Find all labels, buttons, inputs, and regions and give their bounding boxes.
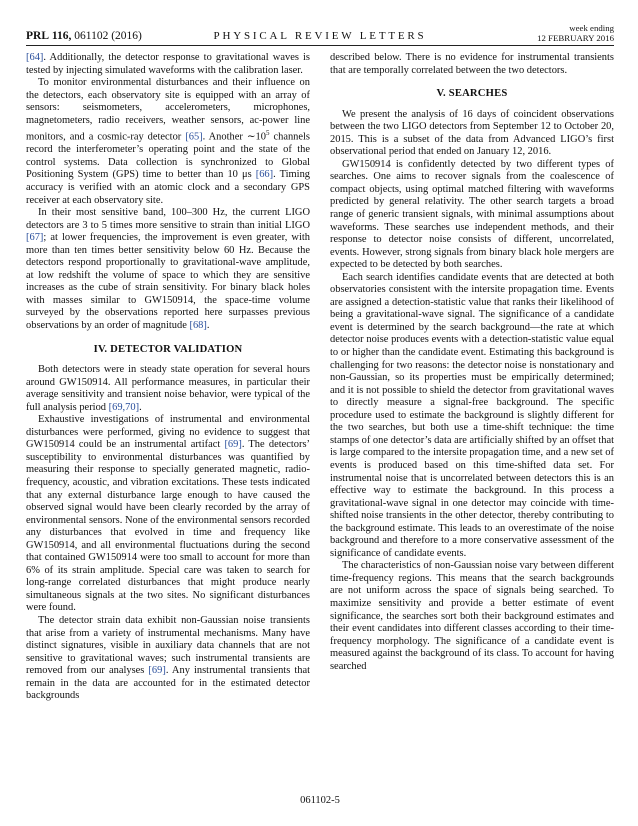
section-heading: V. SEARCHES [436, 88, 508, 100]
week-ending-label: week ending [569, 23, 614, 33]
paragraph: Each search identifies candidate events that are detected at both observatories consistent with the intersite propagation time. Events are assigned a detection-statistic value that ranks their likelihood of being a gravitational-wave signal. The significance of a candidate event is determined by the search background—the rate at which detector noise produces events with a detection-statistic value equal to or higher than the candidate event. Estimating this background is challenging for two reasons: the detector noise is nonstationary and non-Gaussian, so its properties must be empirically determined; and it is not possible to shield the detector from gravitational waves to directly measure a signal-free background. The specific procedure used to estimate the background is slightly different for the two searches, but both use a time-shift technique: the time stamps of one detector’s data are artificially shifted by an offset that is large compared to the intersite propagation time, and a new set of events is produced based on this time-shifted data set. For instrumental noise that is uncorrelated between detectors this is an effective way to estimate the background. In this process a gravitational-wave signal in one detector may coincide with time-shifted noise transients in the other detector, thereby contributing to the background estimate. This leads to an overestimate of the noise background and therefore to a more conservative assessment of the significance of candidate events. [330, 271, 614, 559]
paragraph: We present the analysis of 16 days of coincident observations between the two LIGO detectors from September 12 to October 20, 2015. This is a subset of the data from Advanced LIGO’s first observational period that ended on January 12, 2016. [330, 108, 614, 158]
citation-link[interactable]: [65] [185, 131, 203, 143]
citation-link[interactable]: [69] [224, 439, 242, 451]
header-rule [26, 45, 614, 46]
paragraph: GW150914 is confidently detected by two different types of searches. One aims to recover signals from the coalescence of compact objects, using optimal matched filtering with waveforms predicted by general relativity. The other search targets a broad range of generic transient signals, with minimal assumptions about waveforms. These searches use independent methods, and their response to detector noise consists of different, uncorrelated, events. However, strong signals from binary black hole mergers are expected to be detected by both searches. [330, 158, 614, 271]
paragraph: The characteristics of non-Gaussian noise vary between different time-frequency regions. This means that the search backgrounds are not uniform across the space of signals being searched. To maximize sensitivity and provide a better estimate of event significance, the searches sort both their background estimates and their event candidates into different classes according to their time-frequency morphology. The significance of a candidate event is measured against the background of its class. To account for having searched [330, 560, 614, 672]
journal-abbrev: PRL [26, 30, 49, 42]
paragraph: The detector strain data exhibit non-Gaussian noise transients that arise from a variety of instrumental mechanisms. Many have distinct signatures, visible in auxiliary data channels that are not sensitive to gravitational waves; such instrumental transients are removed from our analyses [69]. Any instrumental transients that remain in the data are accounted for in the estimated detector backgrounds [26, 615, 310, 702]
paper-page [26, 24, 614, 808]
journal-name: PHYSICAL REVIEW LETTERS [213, 30, 427, 42]
citation-link[interactable]: [69] [148, 665, 166, 677]
paragraph: [64]. Additionally, the detector response to gravitational waves is tested by injecting simulated waveforms with the calibration laser. [26, 52, 310, 76]
issue-date [537, 24, 614, 43]
two-column-body [26, 52, 614, 792]
citation-link[interactable]: [67] [26, 232, 44, 244]
citation-link[interactable]: [69,70] [108, 401, 140, 413]
left-column [26, 52, 310, 703]
running-header [26, 24, 614, 44]
citation-link[interactable]: [64] [26, 52, 44, 63]
paragraph: Both detectors were in steady state operation for several hours around GW150914. All performance measures, in particular their average sensitivity and transient noise behavior, were typical of the full analysis period [69,70]. [26, 364, 310, 413]
volume: 116, [51, 30, 72, 42]
paragraph: described below. There is no evidence for instrumental transients that are temporally correlated between the two detectors. [330, 52, 614, 76]
right-column [330, 52, 614, 673]
issue-date-value: 12 FEBRUARY 2016 [537, 32, 614, 43]
paragraph: To monitor environmental disturbances and their influence on the detectors, each observatory site is equipped with an array of sensors: seismometers, accelerometers, microphones, magnetometers, radio receivers, weather sensors, ac-power line monitors, and a cosmic-ray detector [65]. Another $\sim 10^5$ channels record the interferometer’s operating point and the state of the control systems. Data collection is synchronized to Global Positioning System (GPS) time to better than 10 μs [66]. Timing accuracy is verified with an atomic clock and a secondary GPS receiver at each observatory site. [26, 77, 311, 206]
page-number: 061102-5 [300, 795, 340, 806]
paragraph: In their most sensitive band, 100–300 Hz, the current LIGO detectors are 3 to 5 times more sensitive to strain than initial LIGO [67]; at lower frequencies, the improvement is even greater, with more than ten times better sensitivity below 60 Hz. Because the detectors respond proportionally to gravitational-wave amplitude, at low redshift the volume of space to which they are sensitive increases as the cube of strain sensitivity. For binary black holes with masses similar to GW150914, the space-time volume surveyed by the observations reported here surpasses previous observations by an order of magnitude [68]. [26, 207, 310, 331]
citation-link[interactable]: [66] [255, 169, 274, 181]
paragraph: Exhaustive investigations of instrumental and environmental disturbances were performed, giving no evidence to suggest that GW150914 could be an instrumental artifact [69]. The detectors’ susceptibility to environmental disturbances was quantified by measuring their response to specially generated magnetic, radio-frequency, acoustic, and vibration excitations. These tests indicated that any external disturbance large enough to have caused the observed signal would have been clearly recorded by the array of environmental sensors. None of the environmental sensors recorded any disturbances that evolved in time and frequency like GW150914, and all environmental fluctuations during the second that contained GW150914 were too small to account for more than 6% of its strain amplitude. Special care was taken to search for long-range correlated disturbances that might produce nearly simultaneous signals at the two sites. No significant disturbances were found. [26, 414, 310, 614]
section-heading: IV. DETECTOR VALIDATION [93, 343, 243, 355]
article-and-year: 061102 (2016) [74, 30, 142, 42]
exponent: 5 [266, 129, 270, 138]
citation-link[interactable]: [68] [189, 319, 207, 331]
